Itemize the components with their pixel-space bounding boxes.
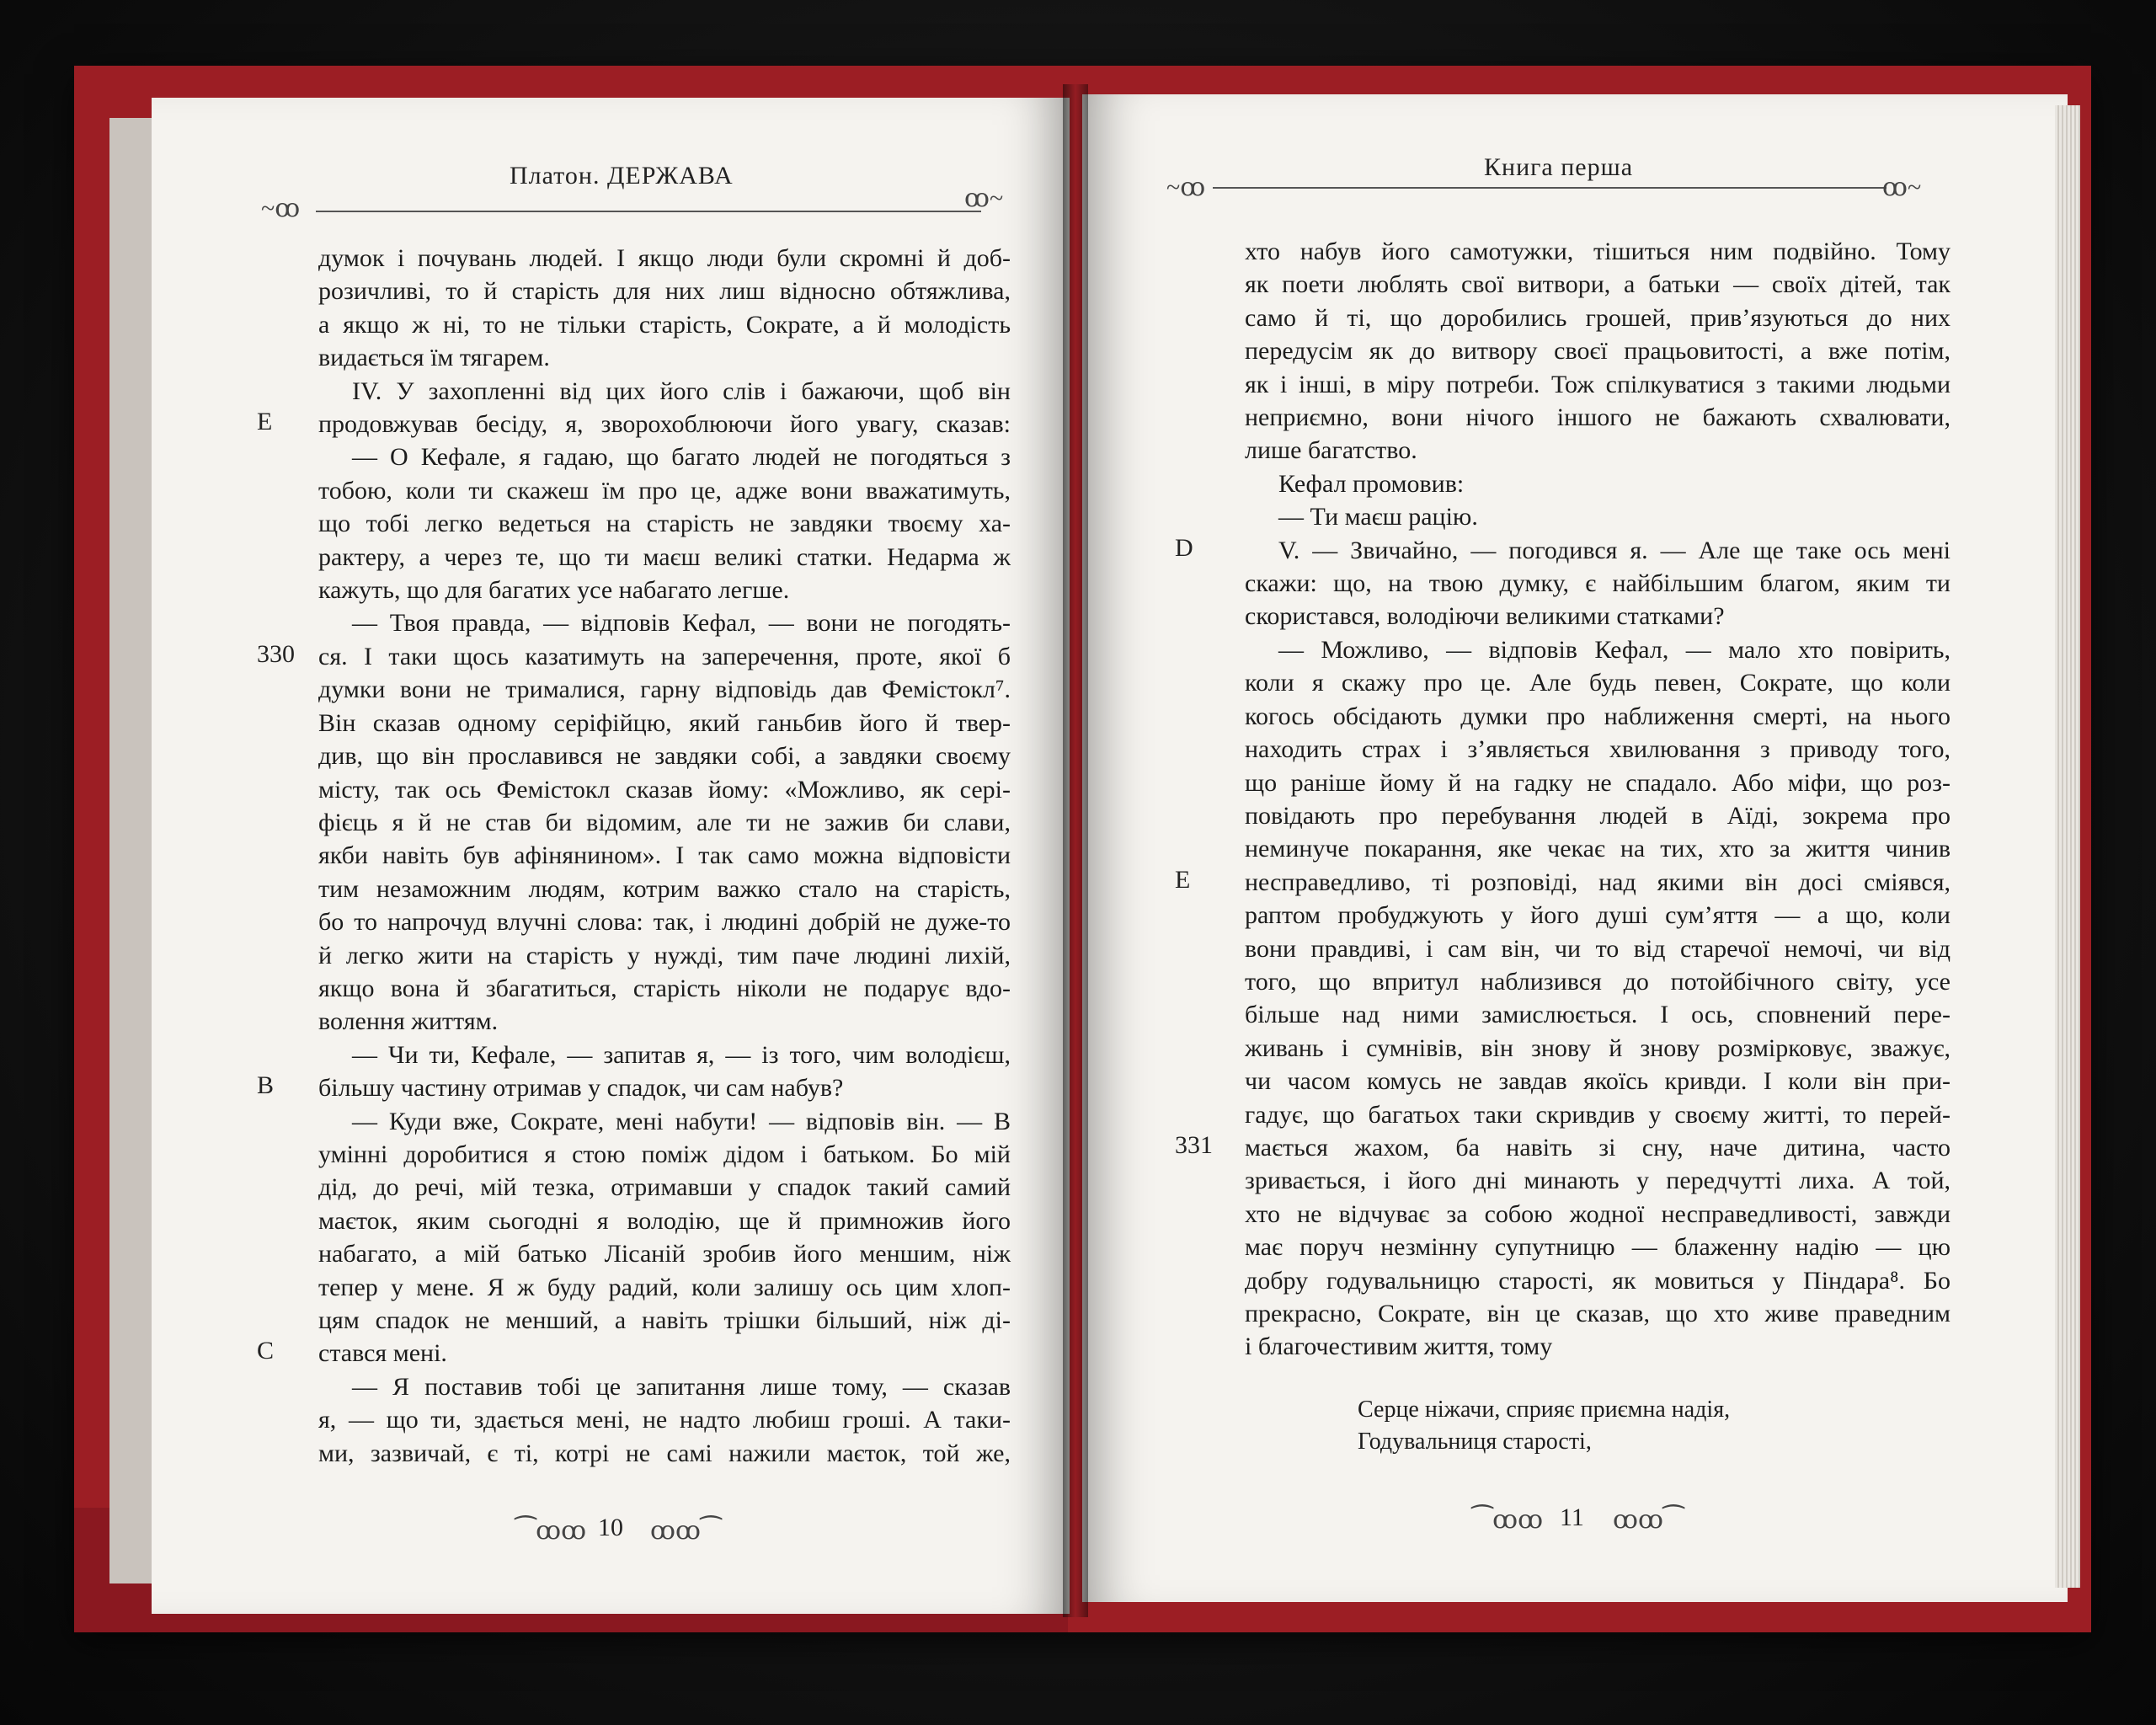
text-line: — Твоя правда, — відповів Кефал, — вони не погодять- xyxy=(352,609,1011,638)
right-footer-ornament-start-icon: ⁀ꝏꝏ xyxy=(1472,1506,1544,1534)
right-footer-ornament-end-icon: ꝏꝏ⁀ xyxy=(1613,1506,1684,1534)
text-line: мається жахом, ба навіть зі сну, наче дитина, часто xyxy=(1245,1133,1951,1162)
text-line: — О Кефале, я гадаю, що багато людей не погодяться з xyxy=(352,443,1011,472)
text-line: думки вони не трималися, гарну відповідь дав Фемістокл⁷. xyxy=(318,676,1011,704)
stephanus-marker: D xyxy=(1175,533,1193,562)
text-line: — Куди вже, Сократе, мені набути! — відповів він. — В xyxy=(352,1107,1011,1135)
text-line: когось обсідають думки про наближення смерті, на нього xyxy=(1245,702,1951,730)
right-header-ornament-end-icon: ꝏ~ xyxy=(1882,174,1922,201)
left-header-ornament-end-icon: ꝏ~ xyxy=(964,184,1004,212)
text-line: повідають про перебування людей в Аїді, зокрема про xyxy=(1245,801,1951,830)
text-line: хто набув його самотужки, тішиться ним подвійно. Тому xyxy=(1245,238,1951,265)
right-header-ornament-start-icon: ~ꝏ xyxy=(1166,174,1206,201)
text-line: продовжував бесіду, я, зворохоблюючи його увагу, сказав: xyxy=(318,410,1011,439)
text-line: — Чи ти, Кефале, — запитав я, — із того, чим володієш, xyxy=(352,1040,1011,1069)
text-line: якби навіть був афінянином». І так само можна відповісти xyxy=(318,841,1011,870)
right-running-head: Книга перша xyxy=(1484,153,1634,181)
text-line: тим незаможним людям, котрим важко стало на старість, xyxy=(318,874,1011,903)
right-body-text xyxy=(1245,235,1951,1364)
left-header-rule xyxy=(316,211,981,212)
text-line: раптом пробуджують у його душі сум’яття — а що, коли xyxy=(1245,901,1951,930)
text-line: я, — що ти, здається мені, не надто любиш гроші. А таки- xyxy=(318,1406,1011,1434)
text-line: стався мені. xyxy=(318,1339,447,1368)
text-line: умінні доробитися я стою поміж дідом і батьком. Бо мій xyxy=(318,1140,1011,1168)
text-line: Він сказав одному серіфійцю, який ганьбив його й твер- xyxy=(318,708,1011,737)
text-line: зривається, і його дні минають у передчутті лиха. А той, xyxy=(1245,1167,1951,1195)
text-line: більше над ними замислюється. І ось, сповнений пере- xyxy=(1245,1001,1951,1029)
text-line: — Ти маєш рацію. xyxy=(1278,503,1478,531)
text-line: гадує, що багатьох таки скривдив у своєму житті, то перей- xyxy=(1245,1100,1951,1129)
text-line: ся. І таки щось казатимуть на заперечення, проте, якої б xyxy=(318,642,1011,670)
verse-quote xyxy=(1358,1394,1730,1458)
text-line: V. — Звичайно, — погодився я. — Але ще таке ось мені xyxy=(1278,536,1951,564)
right-page-number: 11 xyxy=(1560,1503,1584,1531)
text-line: живань і сумнівів, він знову й знову розмірковує, зважує, xyxy=(1245,1033,1951,1062)
verse-line: Серце ніжачи, сприяє приємна надія, xyxy=(1358,1397,1731,1423)
left-body-text xyxy=(318,242,1011,1470)
text-line: як і інші, в міру потреби. Тож спілкуватися з такими людьми xyxy=(1245,370,1951,398)
book-gutter xyxy=(1063,84,1088,1617)
left-header-ornament-start-icon: ~ꝏ xyxy=(261,195,301,222)
text-line: скажи: що, на твою думку, є найбільшим благом, яким ти xyxy=(1245,569,1951,598)
text-line: неприємно, вони нічого іншого не бажають схвалювати, xyxy=(1245,403,1951,432)
text-line: Кефал промовив: xyxy=(1278,469,1465,498)
text-line: волення життям. xyxy=(318,1007,499,1036)
left-page-number: 10 xyxy=(598,1514,623,1541)
text-line: розичливі, то й старість для них лиш відносно обтяжлива, xyxy=(318,277,1011,306)
text-line: маєток, яким сьогодні я володію, ще й примножив його xyxy=(318,1206,1011,1235)
right-header-rule xyxy=(1213,187,1886,189)
text-line: видається їм тягарем. xyxy=(318,344,550,372)
text-line: вони правдиві, і сам він, чи то від старечої немочі, чи від xyxy=(1245,934,1951,963)
text-line: і благочестивим життя, тому xyxy=(1245,1332,1553,1361)
text-line: — Можливо, — відповів Кефал, — мало хто повірить, xyxy=(1278,635,1951,664)
text-line: що тобі легко ведеться на старість не завдяки твоєму ха- xyxy=(318,510,1011,538)
left-running-head: Платон. ДЕРЖАВА xyxy=(510,162,734,190)
stephanus-marker: 331 xyxy=(1175,1130,1213,1159)
text-line: того, що впритул наблизився до потойбічного світу, усе xyxy=(1245,967,1951,996)
text-line: має поруч незмінну супутницю — блаженну надію — цю xyxy=(1245,1233,1951,1262)
text-line: ми, зазвичай, є ті, котрі не самі нажили маєток, той же, xyxy=(318,1439,1011,1467)
text-line: неминуче покарання, яке чекає на тих, хто за життя чинив xyxy=(1245,835,1951,863)
text-line: IV. У захопленні від цих його слів і бажаючи, щоб він xyxy=(352,377,1011,405)
text-line: передусім як до витвору своєї працьовитості, а вже потім, xyxy=(1245,337,1951,366)
text-line: фієць я й не став би відомим, але ти не зажив би слави, xyxy=(318,808,1011,836)
text-line: а якщо ж ні, то не тільки старість, Сократе, а й молодість xyxy=(318,310,1011,339)
text-line: якщо вона й збагатиться, старість ніколи не подарує вдо- xyxy=(318,974,1011,1002)
text-line: тепер у мене. Я ж буду радий, коли залишу ось цим хлоп- xyxy=(318,1273,1011,1301)
stephanus-marker: B xyxy=(257,1071,275,1099)
stephanus-marker: 330 xyxy=(257,639,295,668)
page-edges xyxy=(2055,105,2080,1588)
text-line: дід, до речі, мій тезка, отримавши у спадок такий самий xyxy=(318,1173,1011,1202)
text-line: прекрасно, Сократе, він це сказав, що хто живе праведним xyxy=(1245,1300,1951,1327)
text-line: коли я скажу про це. Але будь певен, Сократе, що коли xyxy=(1245,669,1951,697)
text-line: місту, так ось Фемістокл сказав йому: «Можливо, як серi- xyxy=(318,775,1011,804)
text-line: находить страх і з’являється хвилювання з приводу того, xyxy=(1245,735,1951,764)
text-line: хто не відчуває за собою жодної несправедливості, завжди xyxy=(1245,1199,1951,1228)
text-line: набагато, а мій батько Лісаній зробив його меншим, ніж xyxy=(318,1240,1011,1268)
text-line: кажуть, що для багатих усе набагато легше. xyxy=(318,576,790,605)
stephanus-marker: E xyxy=(257,408,273,435)
text-line: й легко жити на старість у нужді, тим паче людині лихій, xyxy=(318,941,1011,969)
text-line: само й ті, що доробились грошей, прив’язуються до них xyxy=(1245,303,1951,332)
text-line: див, що він прославився не завдяки собі, а завдяки своєму xyxy=(318,742,1011,771)
text-line: — Я поставив тобі це запитання лише тому, — сказав xyxy=(352,1372,1011,1401)
left-footer-ornament-start-icon: ⁀ꝏꝏ xyxy=(515,1517,587,1545)
text-line: думок і почувань людей. І якщо люди були скромні й доб- xyxy=(318,244,1011,272)
text-line: як поети люблять свої витвори, а батьки — своїх дітей, так xyxy=(1245,270,1951,299)
text-line: несправедливо, ті розповіді, над якими він досі сміявся, xyxy=(1245,868,1951,896)
stephanus-marker: E xyxy=(1175,865,1191,894)
text-line: лише багатство. xyxy=(1245,436,1417,465)
text-line: що раніше йому й на гадку не спадало. Або міфи, що роз- xyxy=(1245,768,1951,797)
text-line: рактеру, а через те, що ти маєш великі статки. Недарма ж xyxy=(318,542,1011,571)
text-line: скористався, володіючи великими статками? xyxy=(1245,602,1725,631)
stephanus-marker: C xyxy=(257,1337,275,1365)
text-line: чи часом комусь не завдав якоїсь кривди. І коли він при- xyxy=(1245,1067,1951,1096)
verse-line: Годувальниця старості, xyxy=(1358,1429,1592,1455)
text-line: бо то напрочуд влучні слова: так, і людині добрій не дуже-то xyxy=(318,908,1011,937)
text-line: добру годувальницю старості, як мовиться у Піндара⁸. Бо xyxy=(1245,1266,1951,1295)
text-line: більшу частину отримав у спадок, чи сам набув? xyxy=(318,1074,844,1103)
left-footer-ornament-end-icon: ꝏꝏ⁀ xyxy=(650,1517,722,1545)
text-line: цям спадок не менший, а навіть трішки більший, ніж ді- xyxy=(318,1306,1011,1334)
text-line: тобою, коли ти скажеш їм про це, адже вони вважатимуть, xyxy=(318,476,1011,505)
